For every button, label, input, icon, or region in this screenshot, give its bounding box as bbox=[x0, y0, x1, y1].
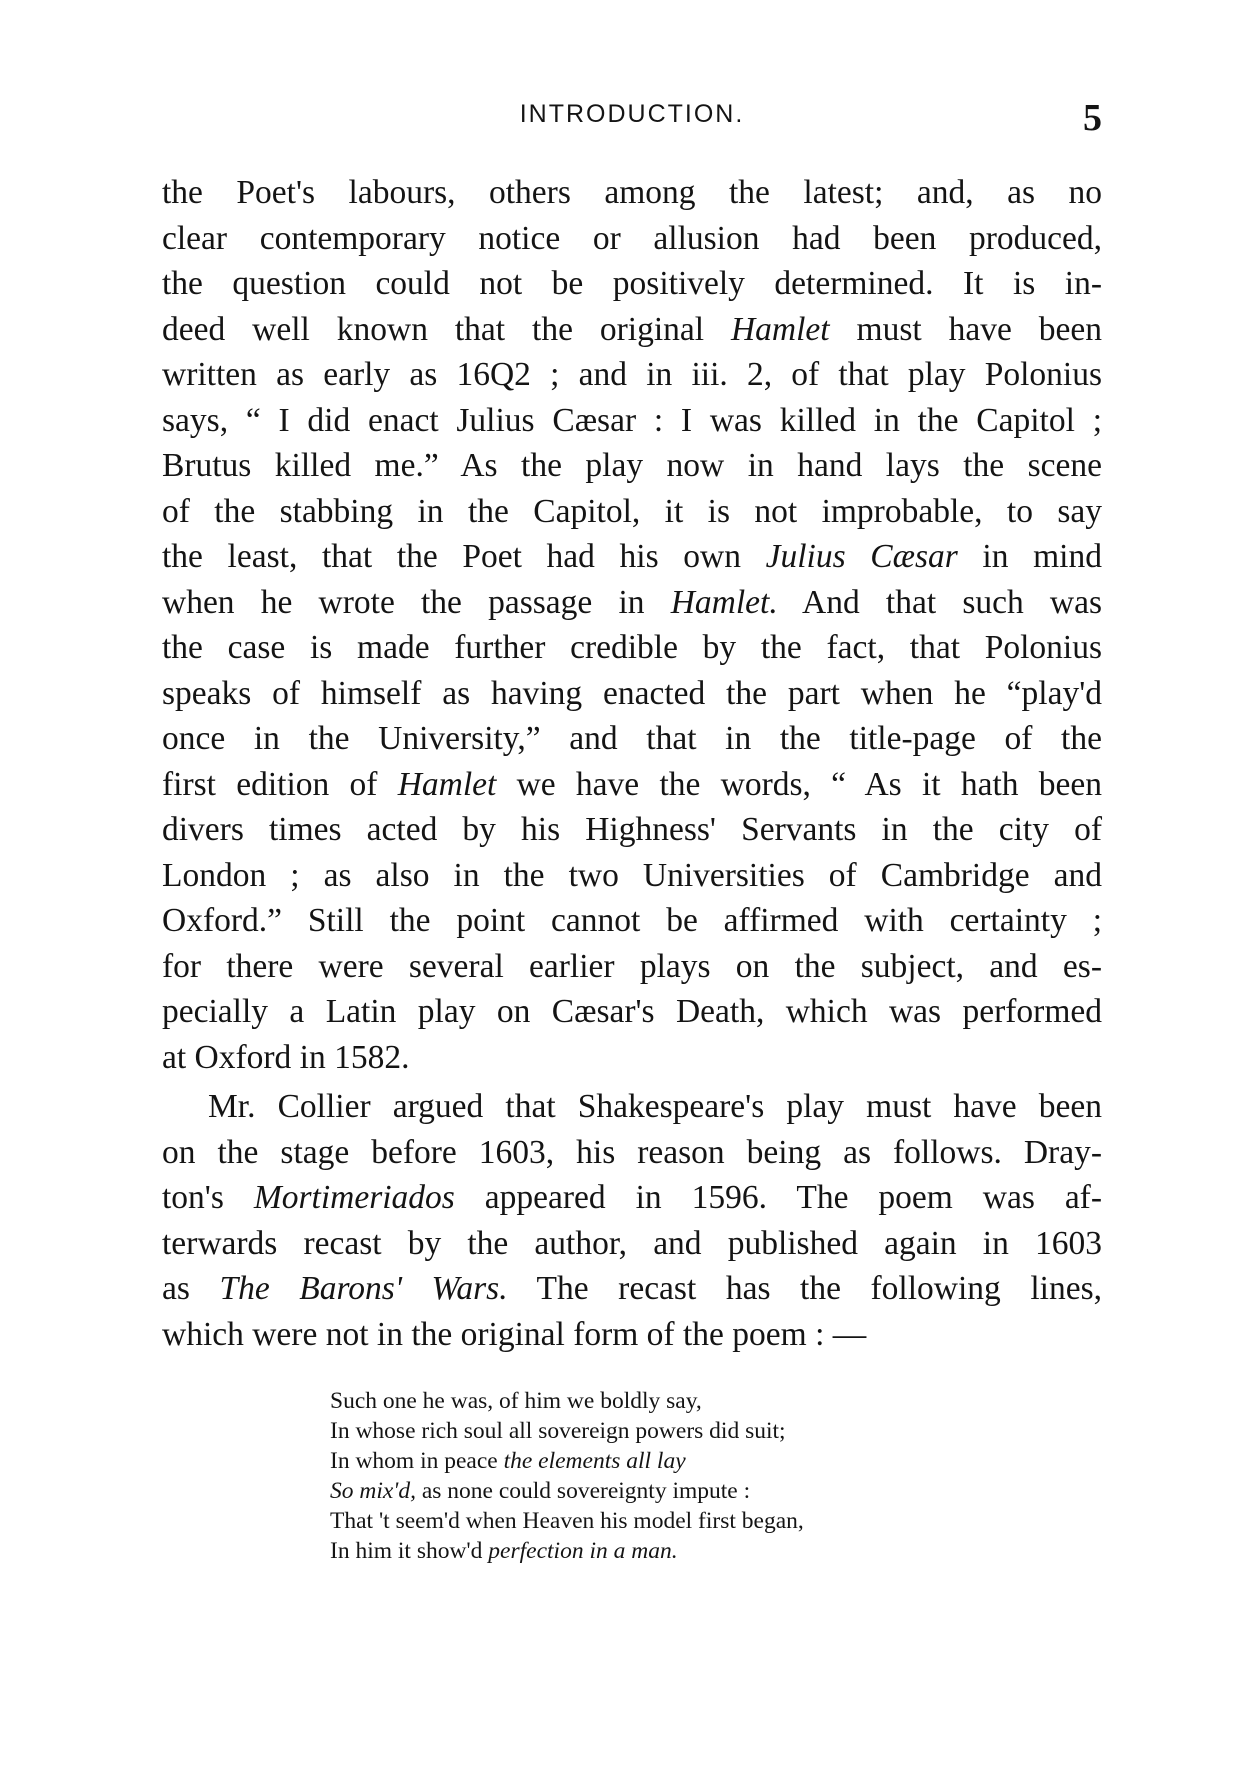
text-run: London ; as also in the two Universities of Cambridge and bbox=[162, 856, 1102, 894]
text-run: the question could not be positively determined. It is in- bbox=[162, 265, 1102, 302]
italic-text-run: Hamlet. bbox=[670, 583, 778, 621]
paragraph1-line bbox=[162, 580, 1102, 626]
paragraph2-line bbox=[162, 1221, 1102, 1267]
running-head bbox=[162, 97, 1102, 140]
italic-text-run: Hamlet bbox=[397, 765, 497, 803]
italic-text-run: Hamlet bbox=[730, 310, 830, 348]
paragraph1-line bbox=[162, 489, 1102, 535]
paragraph1-line bbox=[162, 398, 1102, 444]
paragraph1-line bbox=[162, 625, 1102, 671]
paragraph1-line bbox=[162, 261, 1102, 307]
paragraph2-line bbox=[162, 1266, 1102, 1312]
text-run: when he wrote the passage in bbox=[162, 583, 671, 621]
verse-line bbox=[330, 1536, 1030, 1566]
paragraph1-line bbox=[162, 898, 1102, 944]
paragraph2-line bbox=[162, 1312, 1102, 1358]
text-run: clear contemporary notice or allusion had been produced, bbox=[162, 219, 1102, 257]
text-run: first edition of bbox=[162, 765, 398, 803]
text-run: pecially a Latin play on Cæsar's Death, which was performed bbox=[162, 993, 1102, 1030]
verse-line bbox=[330, 1386, 1030, 1416]
italic-text-run: The Barons' Wars. bbox=[219, 1270, 508, 1307]
text-run: the least, that the Poet had his own bbox=[162, 538, 766, 575]
paragraph2-line bbox=[162, 1175, 1102, 1221]
verse-quotation bbox=[330, 1386, 1030, 1566]
text-run: written as early as 16Q2 ; and in iii. 2, of that play Polonius bbox=[162, 356, 1102, 393]
text-run: Brutus killed me.” As the play now in hand lays the scene bbox=[162, 447, 1102, 484]
text-run: Mr. Collier argued that Shakespeare's play must have been bbox=[208, 1088, 1102, 1125]
running-title: INTRODUCTION. bbox=[519, 100, 745, 128]
text-run: Oxford.” Still the point cannot be affirmed with certainty ; bbox=[162, 902, 1102, 939]
text-run: deed well known that the original bbox=[162, 310, 731, 348]
text-run: on the stage before 1603, his reason being as follows. Dray- bbox=[162, 1133, 1102, 1171]
paragraph1-line bbox=[162, 1035, 1102, 1081]
verse-line bbox=[330, 1506, 1030, 1536]
paragraph1-line bbox=[162, 944, 1102, 990]
paragraph1-line bbox=[162, 671, 1102, 717]
text-run: of the stabbing in the Capitol, it is not improbable, to say bbox=[162, 492, 1102, 530]
text-run: appeared in 1596. The poem was af- bbox=[454, 1179, 1102, 1216]
paragraph1-line bbox=[162, 307, 1102, 353]
paragraph1-line bbox=[162, 170, 1102, 216]
paragraph1-line bbox=[162, 534, 1102, 580]
paragraph1-line bbox=[162, 216, 1102, 262]
text-run: which were not in the original form of the poem : — bbox=[162, 1315, 867, 1353]
page-number: 5 bbox=[1083, 97, 1102, 139]
italic-text-run: So mix'd, bbox=[330, 1478, 416, 1504]
paragraph1-line bbox=[162, 762, 1102, 808]
text-run: for there were several earlier plays on the subject, and es- bbox=[162, 947, 1102, 985]
verse-line bbox=[330, 1446, 1030, 1476]
text-run: we have the words, “ As it hath been bbox=[496, 765, 1102, 803]
text-run: divers times acted by his Highness' Servants in the city of bbox=[162, 811, 1102, 848]
text-run: ton's bbox=[162, 1179, 254, 1216]
italic-text-run: the elements all lay bbox=[503, 1448, 686, 1474]
text-run: terwards recast by the author, and published again in 1603 bbox=[162, 1224, 1102, 1262]
text-run: must have been bbox=[829, 310, 1102, 348]
text-run: In him it show'd bbox=[330, 1538, 489, 1564]
text-run: speaks of himself as having enacted the part when he “play'd bbox=[162, 674, 1102, 712]
text-run: the case is made further credible by the fact, that Polonius bbox=[162, 629, 1102, 666]
paragraph1-line bbox=[162, 807, 1102, 853]
text-run: In whom in peace bbox=[330, 1448, 504, 1474]
text-run: says, “ I did enact Julius Cæsar : I was killed in the Capitol ; bbox=[162, 401, 1102, 439]
paragraph1-line bbox=[162, 716, 1102, 762]
paragraph2-line bbox=[162, 1084, 1102, 1130]
paragraph2-line bbox=[162, 1130, 1102, 1176]
text-run: as none could sovereignty impute : bbox=[415, 1478, 751, 1504]
paragraph1-line bbox=[162, 352, 1102, 398]
italic-text-run: Mortimeriados bbox=[253, 1179, 455, 1216]
text-run: in mind bbox=[957, 538, 1102, 575]
paragraph1-line bbox=[162, 443, 1102, 489]
verse-line bbox=[330, 1476, 1030, 1506]
italic-text-run: Julius Cæsar bbox=[765, 538, 958, 575]
paragraph-1 bbox=[162, 170, 1102, 1080]
text-run: as bbox=[162, 1270, 220, 1307]
text-run: once in the University,” and that in the title-page of the bbox=[162, 720, 1102, 757]
verse-line bbox=[330, 1416, 1030, 1446]
text-run: In whose rich soul all sovereign powers did suit; bbox=[330, 1418, 786, 1444]
text-run: the Poet's labours, others among the latest; and, as no bbox=[162, 174, 1102, 211]
text-run: And that such was bbox=[777, 583, 1102, 621]
paragraph1-line bbox=[162, 853, 1102, 899]
paragraph-2 bbox=[162, 1084, 1102, 1357]
text-run: That 't seem'd when Heaven his model first began, bbox=[330, 1508, 804, 1534]
italic-text-run: perfection in a man. bbox=[488, 1538, 678, 1564]
text-run: at Oxford in 1582. bbox=[162, 1038, 410, 1076]
paragraph1-line bbox=[162, 989, 1102, 1035]
body-text bbox=[162, 170, 1102, 1357]
text-run: Such one he was, of him we boldly say, bbox=[330, 1388, 702, 1414]
text-run: The recast has the following lines, bbox=[507, 1270, 1102, 1307]
